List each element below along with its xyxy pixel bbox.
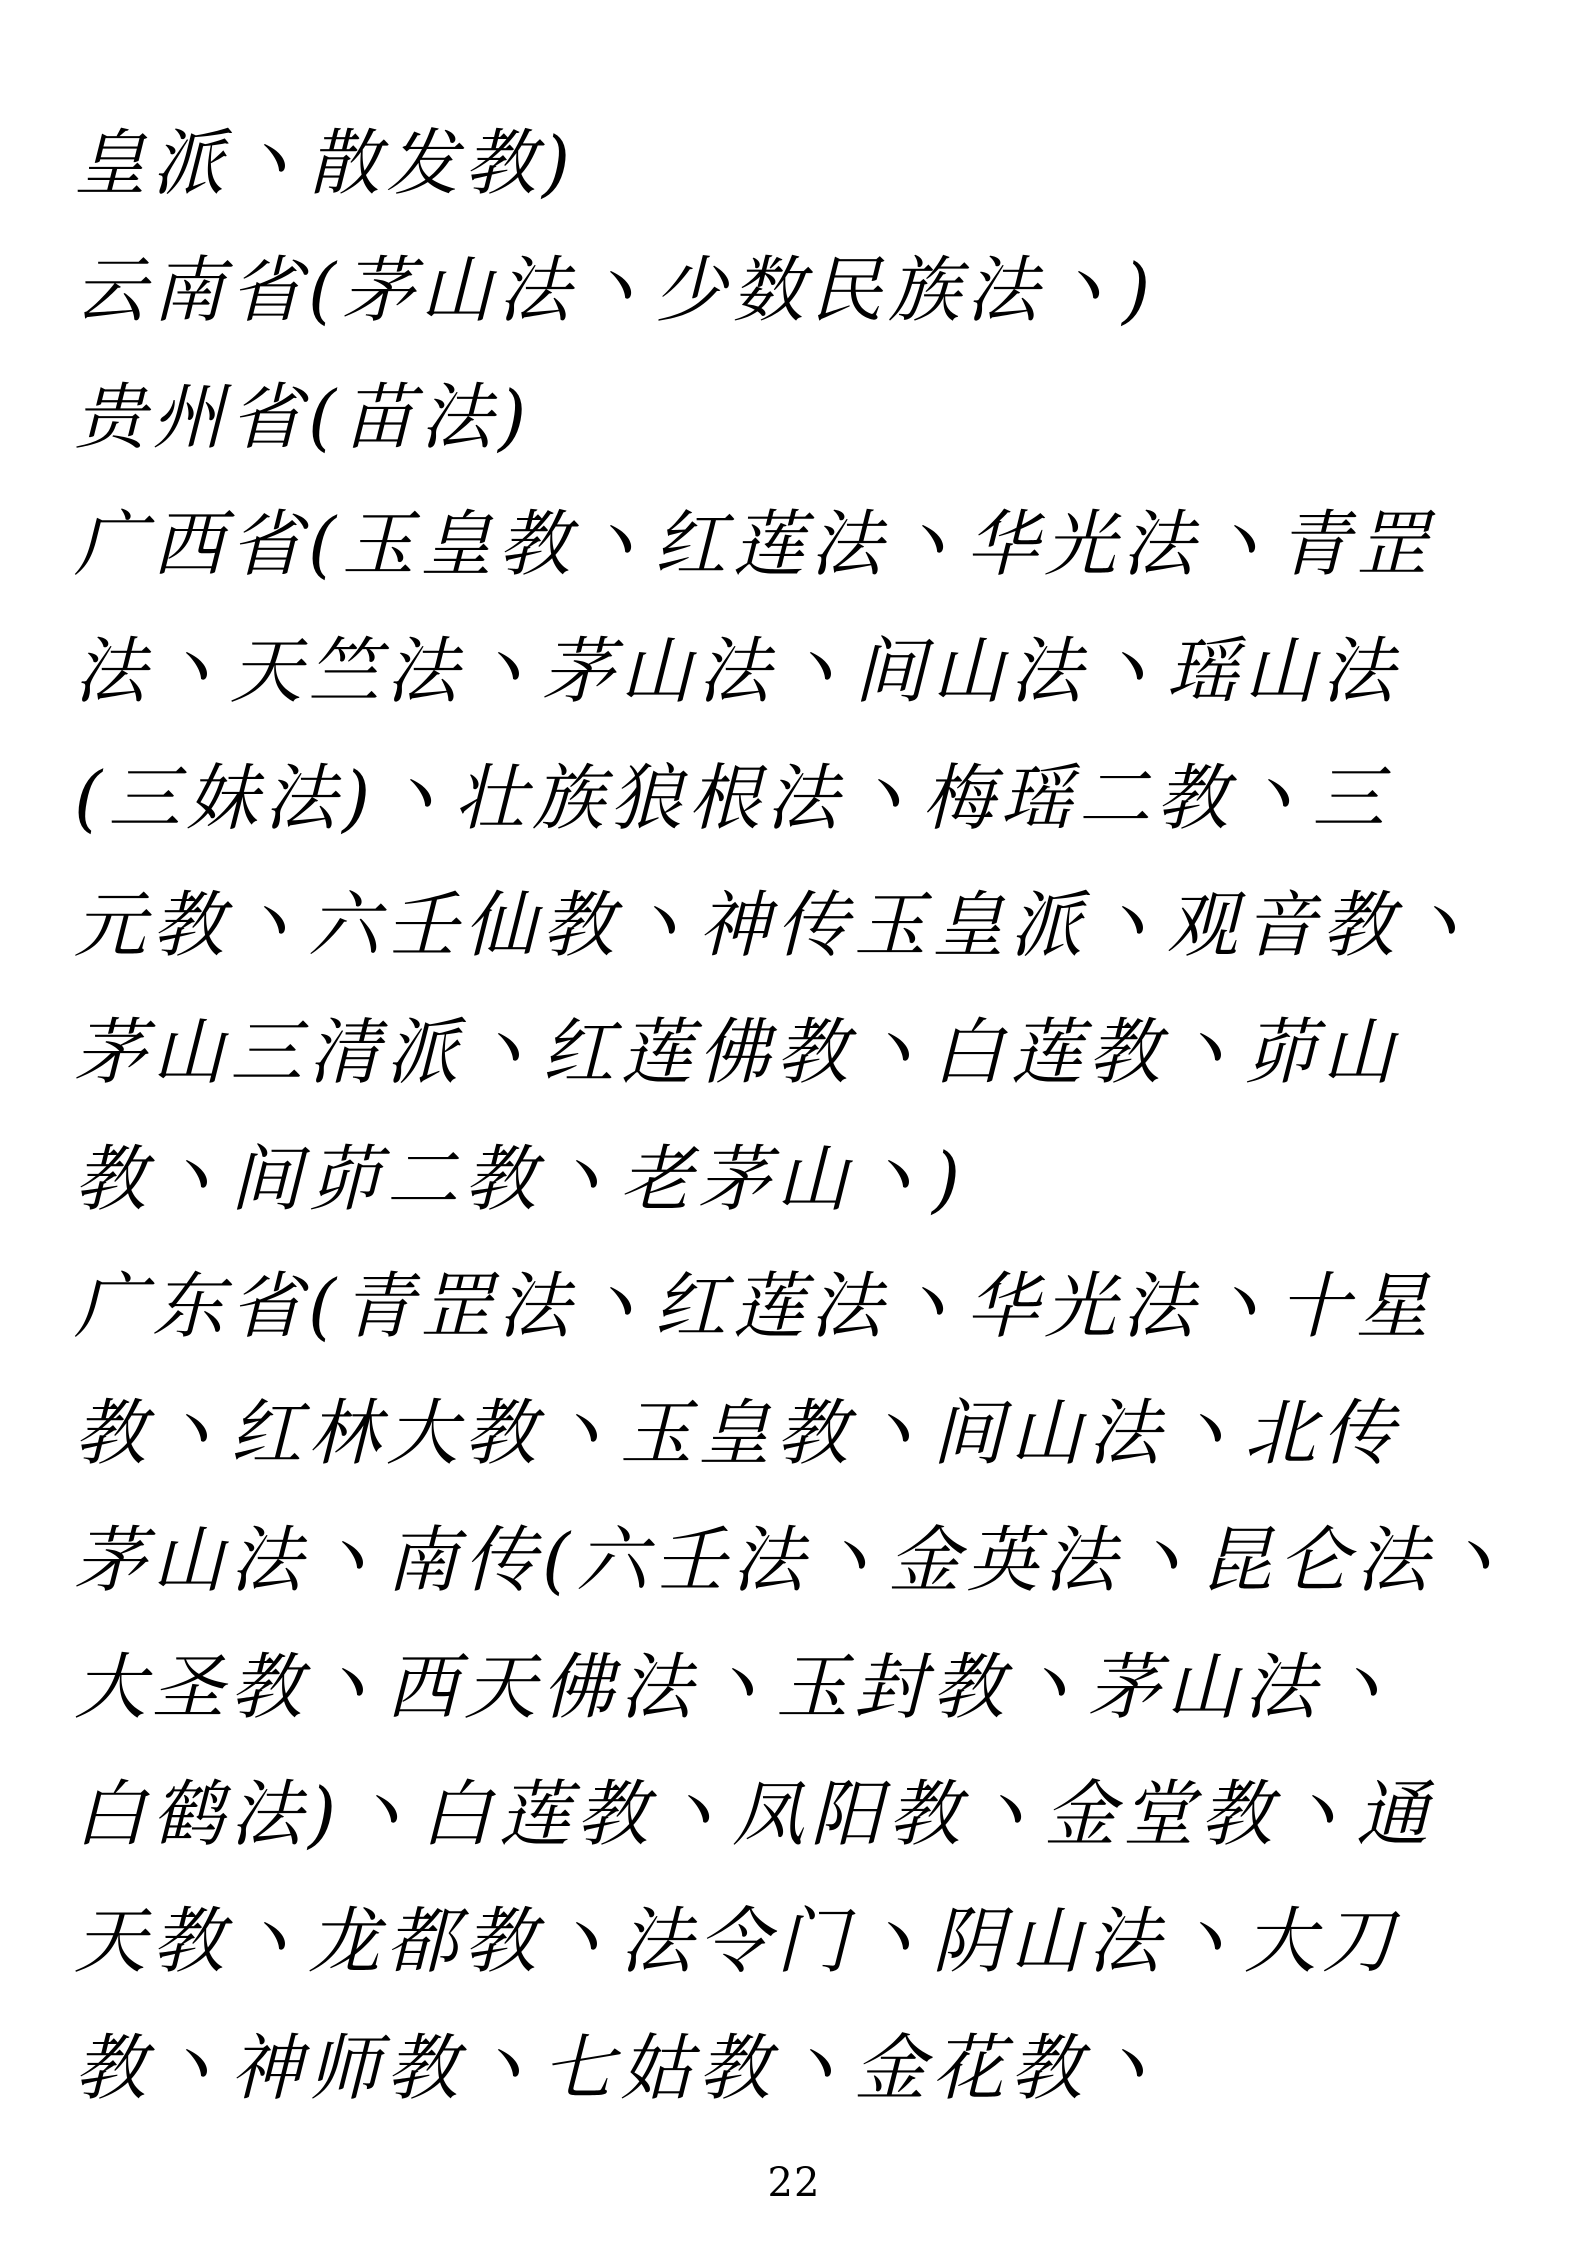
text-line: (三妹法)丶壮族狼根法丶梅瑶二教丶三 bbox=[74, 756, 1391, 840]
text-line: 教丶神师教丶七姑教丶金花教丶 bbox=[74, 2026, 1167, 2110]
text-line: 天教丶龙都教丶法令门丶阴山法丶大刀 bbox=[74, 1899, 1401, 1983]
text-line: 法丶天竺法丶茅山法丶间山法丶瑶山法 bbox=[74, 629, 1401, 713]
text-line: 贵州省(苗法) bbox=[74, 375, 533, 459]
text-line: 白鹤法)丶白莲教丶凤阳教丶金堂教丶通 bbox=[74, 1772, 1435, 1856]
text-line: 教丶红林大教丶玉皇教丶间山法丶北传 bbox=[74, 1391, 1401, 1475]
text-line: 茅山三清派丶红莲佛教丶白莲教丶茆山 bbox=[74, 1010, 1401, 1094]
page-number: 22 bbox=[767, 2160, 821, 2206]
text-line: 广东省(青罡法丶红莲法丶华光法丶十星 bbox=[74, 1264, 1435, 1348]
text-line: 教丶间茆二教丶老茅山丶) bbox=[74, 1137, 967, 1221]
text-line: 元教丶六壬仙教丶神传玉皇派丶观音教丶 bbox=[74, 883, 1479, 967]
text-line: 茅山法丶南传(六壬法丶金英法丶昆仑法丶 bbox=[74, 1518, 1513, 1602]
text-line: 大圣教丶西天佛法丶玉封教丶茅山法丶 bbox=[74, 1645, 1401, 1729]
text-line: 云南省(茅山法丶少数民族法丶) bbox=[74, 248, 1157, 332]
text-line: 广西省(玉皇教丶红莲法丶华光法丶青罡 bbox=[74, 502, 1435, 586]
body-text bbox=[74, 100, 1518, 2132]
text-line: 皇派丶散发教) bbox=[74, 121, 577, 205]
